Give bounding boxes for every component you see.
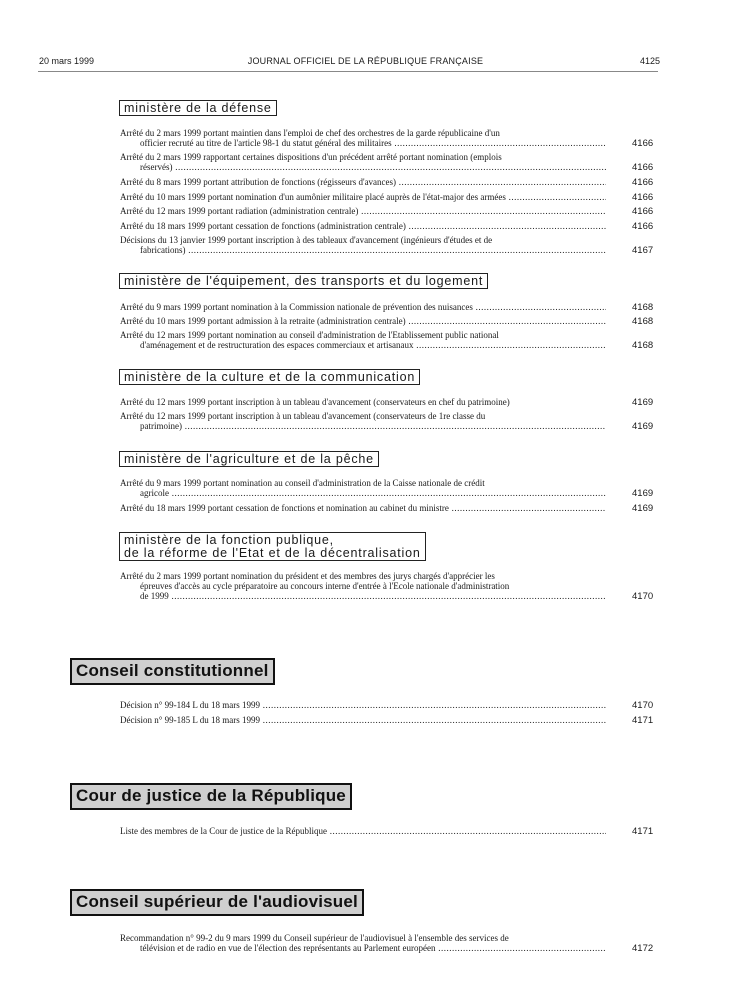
toc-entry[interactable]: Arrêté du 12 mars 1999 portant nomination au conseil d'administration de l'Etablissement public national d'aménagement et de restructuration des espaces commerciaux et artisanaux ..... bbox=[120, 330, 606, 350]
toc-entry[interactable]: Arrêté du 8 mars 1999 portant attribution de fonctions (régisseurs d'avances) ..... bbox=[120, 177, 606, 187]
section-title-agriculture: ministère de l'agriculture et de la pêche bbox=[119, 451, 379, 467]
toc-page-number: 4168 bbox=[632, 316, 654, 327]
toc-page-number: 4172 bbox=[632, 943, 654, 954]
toc-entry[interactable]: Arrêté du 9 mars 1999 portant nomination au conseil d'administration de la Caisse nationale de crédit agricole ..... bbox=[120, 478, 606, 498]
toc-entry[interactable]: Décisions du 13 janvier 1999 portant inscription à des tableaux d'avancement (ingénieurs d'études et de fabrications) ..... bbox=[120, 235, 606, 255]
toc-entry[interactable]: Arrêté du 2 mars 1999 portant maintien dans l'emploi de chef des orchestres de la garde républicaine d'un officier recruté au titre de l'article 98-1 du statut général des militaires ..... bbox=[120, 128, 606, 148]
toc-page-number: 4171 bbox=[632, 715, 654, 726]
section-title-equipement: ministère de l'équipement, des transports et du logement bbox=[119, 273, 488, 289]
toc-entry[interactable]: Arrêté du 18 mars 1999 portant cessation de fonctions et nomination au cabinet du ministre ..... bbox=[120, 503, 606, 513]
header-date: 20 mars 1999 bbox=[39, 56, 95, 66]
toc-entry[interactable]: Décision n° 99-185 L du 18 mars 1999 ..... bbox=[120, 715, 606, 725]
toc-entry[interactable]: Liste des membres de la Cour de justice de la République ..... bbox=[120, 826, 606, 836]
toc-page-number: 4169 bbox=[632, 421, 654, 432]
header-page-number: 4125 bbox=[640, 56, 661, 66]
toc-page-number: 4169 bbox=[632, 397, 654, 408]
toc-entry[interactable]: Arrêté du 18 mars 1999 portant cessation de fonctions (administration centrale) ..... bbox=[120, 221, 606, 231]
toc-entry[interactable]: Arrêté du 2 mars 1999 portant nomination du président et des membres des jurys chargés d'apprécier les épreuves d'accès au cycle préparatoire au concours interne d'entrée à l'Ecole nationale d'administration de 1999 ..... bbox=[120, 571, 606, 601]
toc-page-number: 4168 bbox=[632, 340, 654, 351]
toc-page-number: 4170 bbox=[632, 591, 654, 602]
header-title: JOURNAL OFFICIEL DE LA RÉPUBLIQUE FRANÇAISE bbox=[247, 56, 484, 66]
toc-page-number: 4169 bbox=[632, 488, 654, 499]
page-header bbox=[0, 54, 731, 68]
toc-page-number: 4166 bbox=[632, 206, 654, 217]
institution-title-csa: Conseil supérieur de l'audiovisuel bbox=[70, 889, 364, 916]
toc-entry[interactable]: Arrêté du 9 mars 1999 portant nomination à la Commission nationale de prévention des nuisances ..... bbox=[120, 302, 606, 312]
toc-entry[interactable]: Arrêté du 12 mars 1999 portant inscription à un tableau d'avancement (conservateurs de 1re classe du patrimoine) ..... bbox=[120, 411, 606, 431]
toc-page-number: 4171 bbox=[632, 826, 654, 837]
toc-entry[interactable]: Recommandation n° 99-2 du 9 mars 1999 du Conseil supérieur de l'audiovisuel à l'ensemble des services de télévision et de radio en vue de l'élection des représentants au Parlement européen ..... bbox=[120, 933, 606, 953]
section-title-culture: ministère de la culture et de la communication bbox=[119, 369, 420, 385]
toc-entry[interactable]: Arrêté du 2 mars 1999 rapportant certaines dispositions d'un précédent arrêté portant nomination (emplois réservés) ..... bbox=[120, 152, 606, 172]
institution-title-conseil-constitutionnel: Conseil constitutionnel bbox=[70, 658, 275, 685]
toc-entry[interactable]: Arrêté du 12 mars 1999 portant inscription à un tableau d'avancement (conservateurs en chef du patrimoine) bbox=[120, 397, 510, 407]
toc-page-number: 4166 bbox=[632, 177, 654, 188]
toc-page-number: 4167 bbox=[632, 245, 654, 256]
toc-page-number: 4166 bbox=[632, 162, 654, 173]
header-rule bbox=[38, 71, 658, 72]
toc-page-number: 4166 bbox=[632, 192, 654, 203]
toc-page-number: 4169 bbox=[632, 503, 654, 514]
toc-page-number: 4166 bbox=[632, 138, 654, 149]
section-title-fonction-publique: ministère de la fonction publique, de la réforme de l'Etat et de la décentralisation bbox=[119, 532, 426, 561]
section-title-defense: ministère de la défense bbox=[119, 100, 277, 116]
toc-entry[interactable]: Décision n° 99-184 L du 18 mars 1999 ..... bbox=[120, 700, 606, 710]
toc-entry[interactable]: Arrêté du 10 mars 1999 portant nomination d'un aumônier militaire placé auprès de l'état-major des armées ..... bbox=[120, 192, 606, 202]
toc-page-number: 4166 bbox=[632, 221, 654, 232]
toc-page-number: 4168 bbox=[632, 302, 654, 313]
toc-page-number: 4170 bbox=[632, 700, 654, 711]
toc-entry[interactable]: Arrêté du 12 mars 1999 portant radiation (administration centrale) ..... bbox=[120, 206, 606, 216]
institution-title-cour-de-justice: Cour de justice de la République bbox=[70, 783, 352, 810]
toc-entry[interactable]: Arrêté du 10 mars 1999 portant admission à la retraite (administration centrale) ..... bbox=[120, 316, 606, 326]
